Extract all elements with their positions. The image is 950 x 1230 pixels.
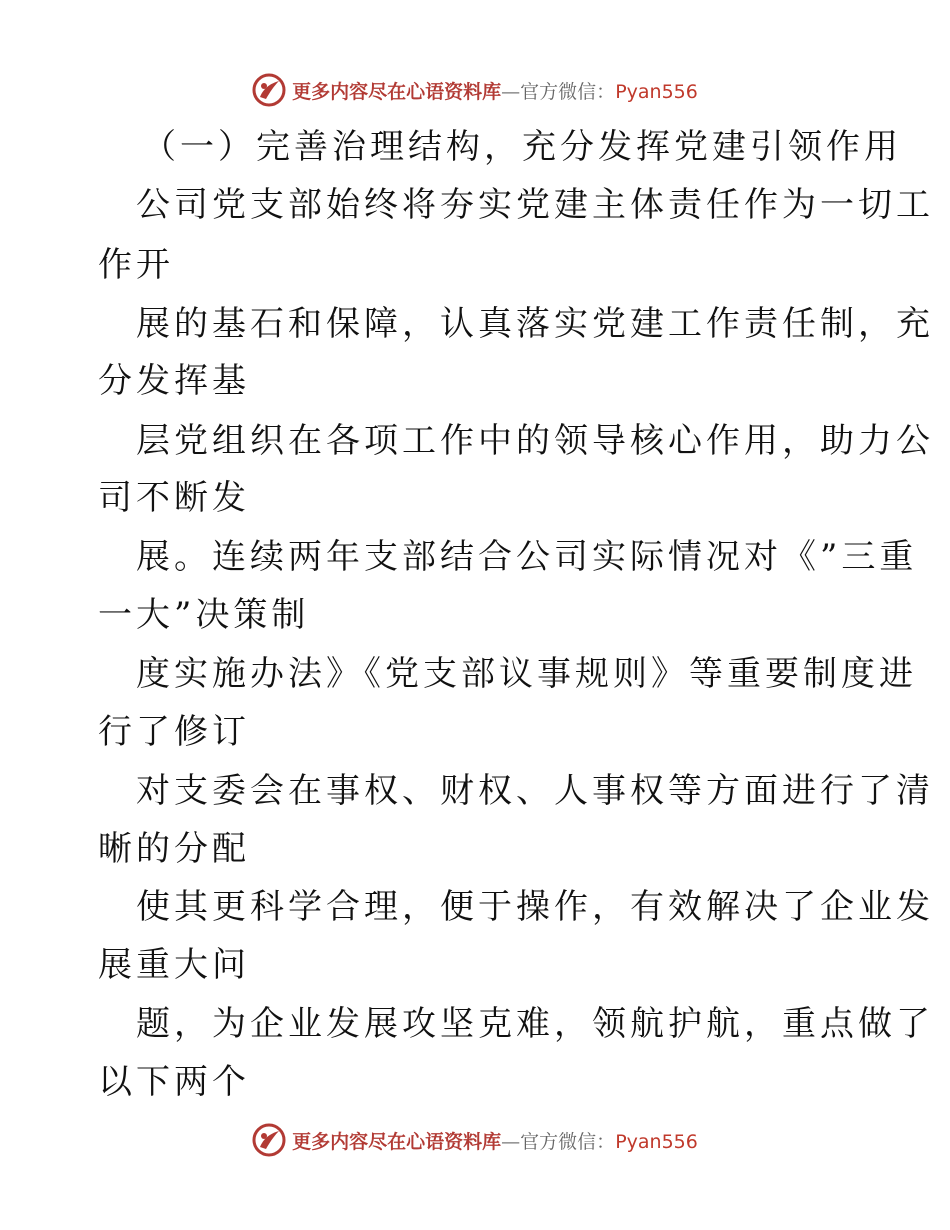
- paragraph-line: 展。连续两年支部结合公司实际情况对《”三重: [136, 537, 918, 577]
- paragraph-line: 层党组织在各项工作中的领导核心作用，助力公: [136, 421, 934, 461]
- paragraph-line: 使其更科学合理，便于操作，有效解决了企业发: [136, 887, 934, 927]
- footer-watermark: [0, 1120, 950, 1160]
- watermark-text: [292, 77, 698, 104]
- paragraph-line-wrap: 司不断发: [98, 478, 250, 518]
- brand-logo-icon: [252, 1123, 286, 1157]
- watermark-brand: 更多内容尽在心语资料库: [292, 1130, 502, 1153]
- header-watermark: [0, 70, 950, 110]
- watermark-text: [292, 1127, 698, 1154]
- watermark-separator: —: [501, 80, 521, 103]
- paragraph-line: 展的基石和保障，认真落实党建工作责任制，充: [136, 304, 934, 344]
- watermark-wechat-id: Pyan556: [615, 80, 698, 103]
- paragraph-line-wrap: 以下两个: [98, 1062, 250, 1102]
- paragraph-line-wrap: 一大”决策制: [98, 595, 310, 635]
- paragraph-line: 公司党支部始终将夯实党建主体责任作为一切工: [136, 185, 934, 225]
- paragraph-line: 对支委会在事权、财权、人事权等方面进行了清: [136, 771, 934, 811]
- paragraph-line: 度实施办法》《党支部议事规则》等重要制度进: [136, 654, 917, 694]
- paragraph-line-wrap: 晰的分配: [98, 829, 250, 869]
- paragraph-line: 题，为企业发展攻坚克难，领航护航，重点做了: [136, 1004, 934, 1044]
- brand-logo-icon: [252, 73, 286, 107]
- paragraph-line-wrap: 作开: [98, 245, 174, 285]
- watermark-wechat-label: 官方微信：: [520, 80, 616, 103]
- section-heading: （一）完善治理结构，充分发挥党建引领作用: [142, 127, 902, 167]
- watermark-wechat-label: 官方微信：: [520, 1130, 616, 1153]
- watermark-wechat-id: Pyan556: [615, 1130, 698, 1153]
- paragraph-line-wrap: 行了修订: [98, 712, 250, 752]
- paragraph-line-wrap: 分发挥基: [98, 361, 250, 401]
- paragraph-line-wrap: 展重大问: [98, 945, 250, 985]
- watermark-brand: 更多内容尽在心语资料库: [292, 80, 502, 103]
- watermark-separator: —: [501, 1130, 521, 1153]
